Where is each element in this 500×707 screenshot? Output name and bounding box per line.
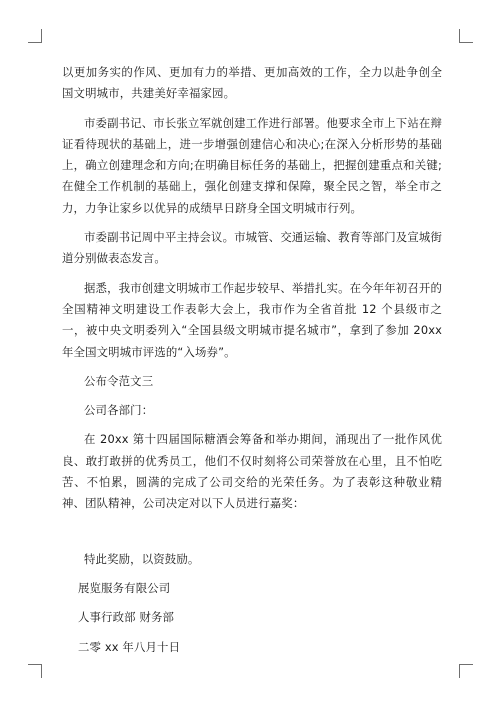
crop-mark-bottom-right-horizontal <box>459 664 473 665</box>
closing-line: 特此奖励，以资鼓励。 <box>84 551 200 566</box>
paragraph-meeting-host: 市委副书记周中平主持会议。市城管、交通运输、教育等部门及宣城街道分别做表态发言。 <box>62 230 442 266</box>
blank-space <box>62 523 442 549</box>
crop-mark-top-right-horizontal <box>459 42 473 43</box>
paragraph-continuation: 以更加务实的作风、更加有力的举措、更加高效的工作，全力以赴争创全国文明城市，共建美好幸福家园。 <box>62 65 442 101</box>
crop-mark-top-left-vertical <box>41 29 42 43</box>
paragraph-commendation: 在 20xx 第十四届国际糖酒会筹备和举办期间，涌现出了一批作风优良、敢打敢拼的优秀员工，他们不仅时刻将公司荣誉放在心里，且不怕吃苦、不怕累，圆满的完成了公司交给的光荣任务。为了表彰这种敬业精神、团队精神，公司决定对以下人员进行嘉奖： <box>62 432 442 511</box>
section-heading: 公布令范文三 <box>84 373 154 388</box>
signature-departments: 人事行政部 财务部 <box>78 610 175 625</box>
signature-date: 二零 xx 年八月十日 <box>78 639 181 654</box>
document-body <box>62 62 442 666</box>
paragraph-mayor-deployment: 市委副书记、市长张立军就创建工作进行部署。他要求全市上下站在辩证看待现状的基础上，进一步增强创建信心和决心;在深入分析形势的基础上，确立创建理念和方向;在明确目标任务的基础上，把握创建重点和关键;在健全工作机制的基础上，强化创建支撑和保障，聚全民之智，举全市之力，力争让家乡以优异的成绩早日跻身全国文明城市行列。 <box>62 115 442 215</box>
paragraph-background: 据悉，我市创建文明城市工作起步较早、举措扎实。在今年年初召开的全国精神文明建设工作表彰大会上，我市作为全省首批 12 个县级市之一，被中央文明委列入“全国县级文明城市提名城市”，拿到了参加 20xx 年全国文明城市评选的“入场券”。 <box>62 280 442 359</box>
crop-mark-bottom-right-vertical <box>459 664 460 678</box>
crop-mark-bottom-left-horizontal <box>28 664 42 665</box>
crop-mark-top-right-vertical <box>459 29 460 43</box>
crop-mark-top-left-horizontal <box>28 42 42 43</box>
crop-mark-bottom-left-vertical <box>41 664 42 678</box>
salutation: 公司各部门： <box>84 403 154 418</box>
signature-company: 展览服务有限公司 <box>78 580 171 595</box>
